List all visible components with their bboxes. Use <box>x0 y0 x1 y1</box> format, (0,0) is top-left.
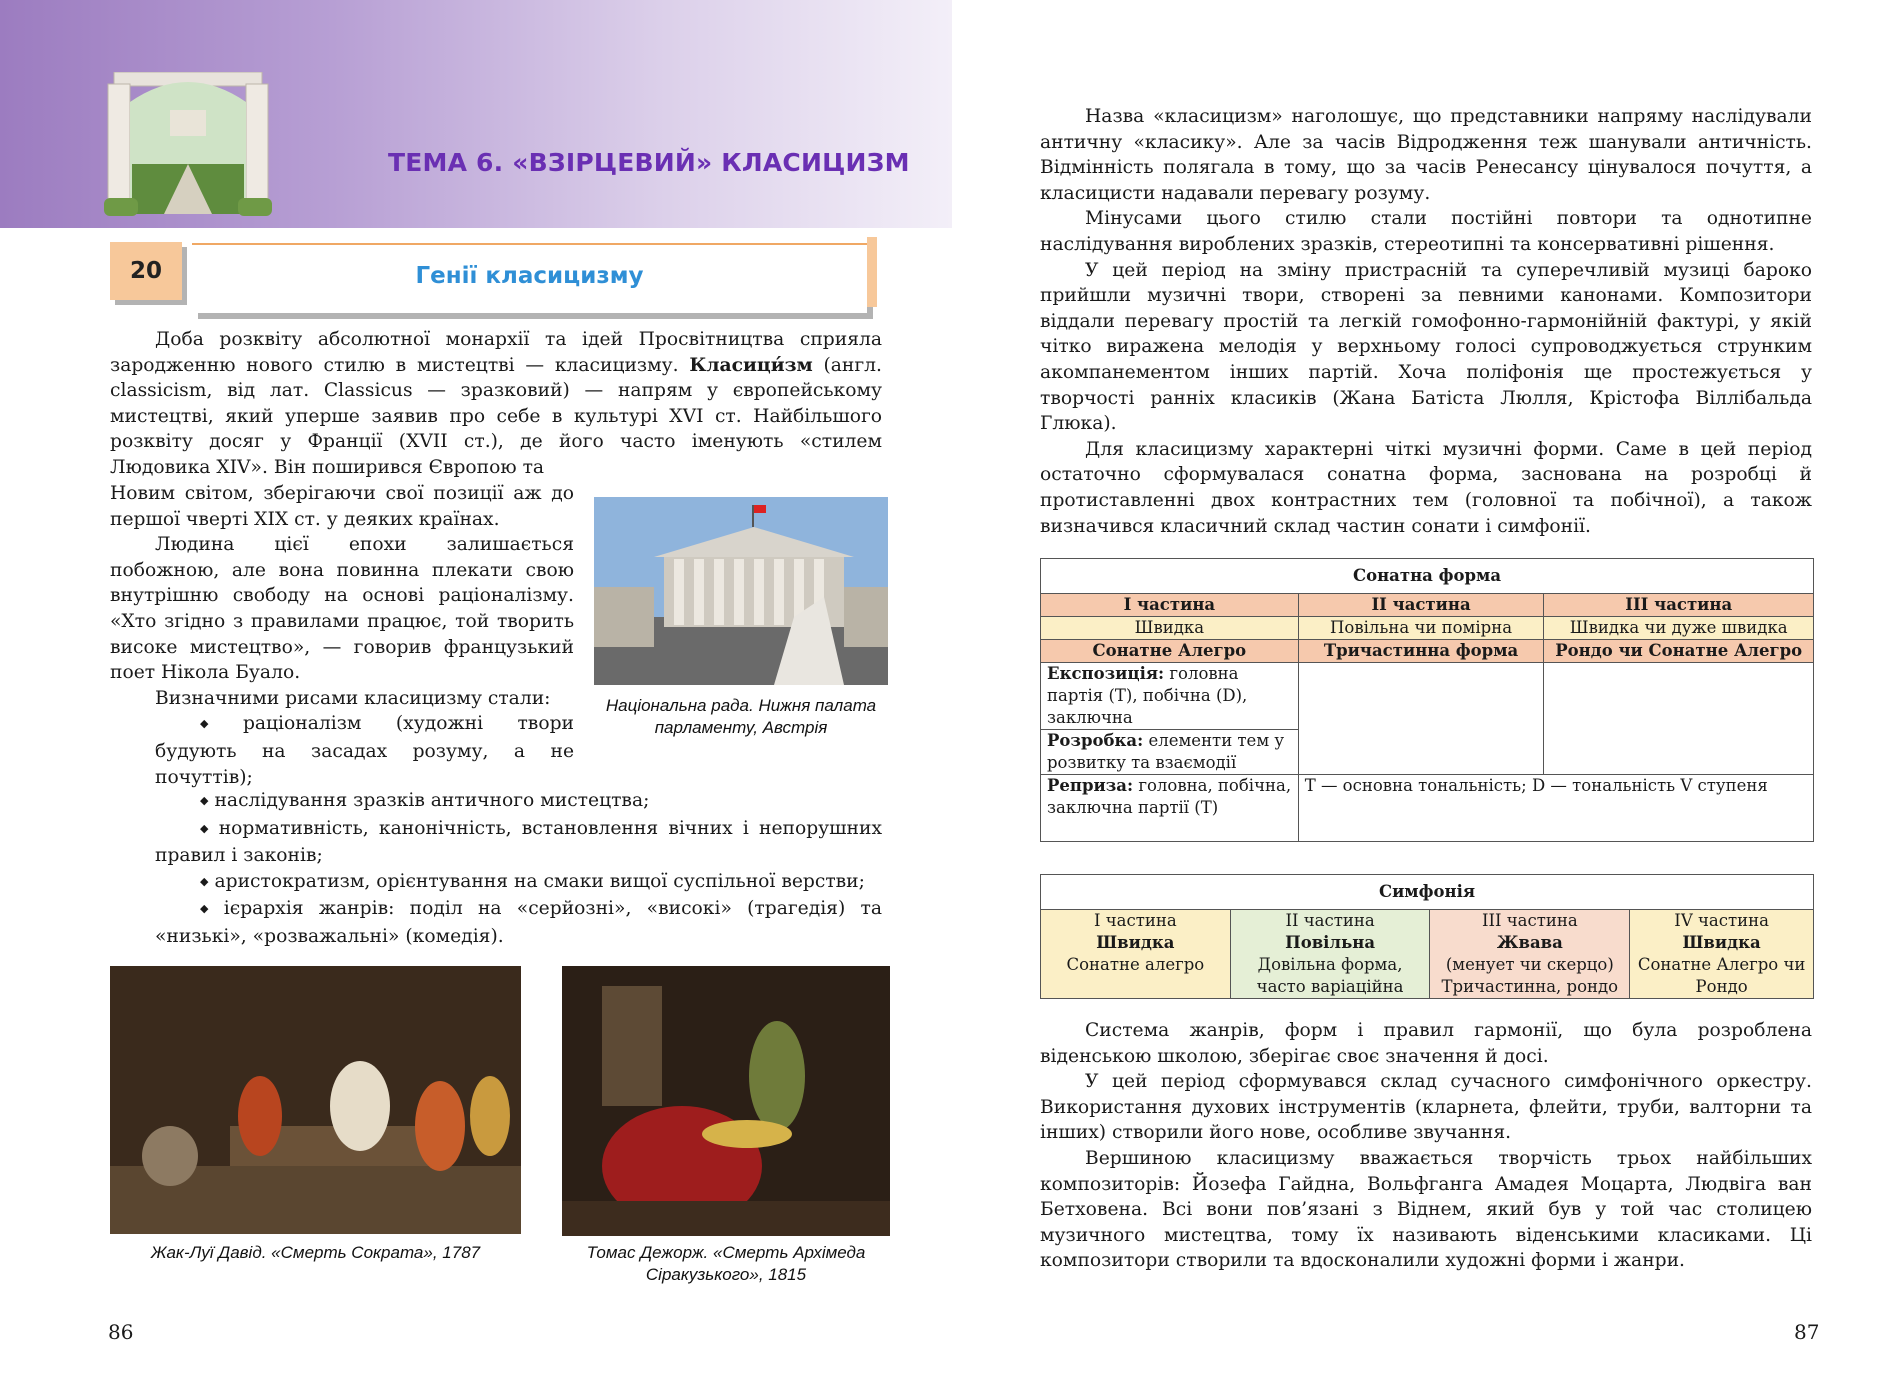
parliament-caption: Національна рада. Нижня палата парламенту, Австрія <box>605 696 877 737</box>
bullet-list <box>110 788 882 950</box>
page-number-left: 86 <box>108 1320 134 1344</box>
bullet-aristocratism: ◆ аристократизм, орієнтування на смаки вищої суспільної верстви; <box>110 869 882 897</box>
sonata-empty-cell-2 <box>1298 663 1544 775</box>
frame-accent <box>867 237 877 307</box>
paragraph-genre-system: Система жанрів, форм і правил гармонії, що була розроблена віденською школою, зберігає своє значення й досі. <box>1040 1020 1812 1067</box>
intro-wrap: Новим світом, зберігаючи свої позиції аж до першої чверті XIX ст. у деяких країнах. <box>110 483 574 530</box>
sonata-legend: Т — основна тональність; D — тональність V ступеня <box>1298 775 1813 842</box>
intro-text: Доба розквіту абсолютної монархії та ідей Просвітництва сприяла зародженню нового стилю в мистецтві — класицизму. <box>110 329 882 376</box>
bullet-rationalism: ◆ раціоналізм (художні твори будують на засадах розуму, а не почуттів); <box>110 711 574 790</box>
sonata-tempo-3: Швидка чи дуже швидка <box>1544 617 1814 640</box>
sonata-part-3: III частина <box>1544 594 1814 617</box>
sonata-recapitulation: Реприза: головна, побічна, заключна партії (Т) <box>1041 775 1299 842</box>
painting-death-of-socrates <box>110 966 521 1234</box>
page-number-right: 87 <box>1794 1320 1820 1344</box>
bullet-normativity: ◆ нормативність, канонічність, встановлення вічних і непорушних правил і законів; <box>110 816 882 869</box>
sonata-tempo-1: Швидка <box>1041 617 1299 640</box>
intro-text-rest: (англ. classicism, від лат. Classicus — зразковий) — напрям у європейському мистецтві, який уперше заявив про себе в культурі XVI ст. Найбільшого розквіту досяг у Франції (XVII ст.), де його часто іменують «стилем Людовика XIV». Він поширився Європою та <box>110 354 882 478</box>
lesson-number: 20 <box>110 242 182 300</box>
symphony-part-1: I частина Швидка Сонатне алегро <box>1041 910 1231 999</box>
sonata-form-table <box>1040 558 1814 842</box>
lesson-title-frame <box>192 243 867 313</box>
sonata-form-3: Рондо чи Сонатне Алегро <box>1544 640 1814 663</box>
theme-banner <box>0 0 952 228</box>
sonata-part-1: I частина <box>1041 594 1299 617</box>
sonata-form-1: Сонатне Алегро <box>1041 640 1299 663</box>
sonata-tempo-2: Повільна чи помірна <box>1298 617 1544 640</box>
right-page <box>952 0 1904 1400</box>
intro-paragraph <box>110 327 882 481</box>
archimedes-caption: Томас Дежорж. «Смерть Архімеда Сіракузького», 1815 <box>586 1243 866 1284</box>
sonata-exposition: Експозиція: головна партія (Т), побічна (D), заключна <box>1041 663 1299 730</box>
classical-arch-illustration <box>104 72 272 222</box>
paragraph-minuses: Мінусами цього стилю стали постійні повтори та однотипне наслідування вироблених зразків, стереотипні та консервативні рішення. <box>1040 208 1812 255</box>
right-top-text <box>1040 104 1812 539</box>
theme-title: ТЕМА 6. «ВЗІРЦЕВИЙ» КЛАСИЦИЗМ <box>388 148 910 177</box>
wrapped-text-block <box>110 481 574 790</box>
paragraph-musical-forms: Для класицизму характерні чіткі музичні форми. Саме в цей період остаточно сформувалася сонатна форма, заснована на розробці й протиставленні двох контрастних тем (головної та побічної), а також визначився класичний склад частин сонати і симфонії. <box>1040 438 1812 537</box>
paragraph-person: Людина цієї епохи залишається побожною, але вона повинна плекати свою внутрішню свободу на основі раціоналізму. «Хто згідно з правилами працює, той творить високе мистецтво», — говорив французький поет Нікола Буало. <box>110 534 574 684</box>
paragraph-features-intro: Визначними рисами класицизму стали: <box>155 687 551 709</box>
symphony-table-title: Симфонія <box>1041 875 1814 910</box>
painting-death-of-archimedes <box>562 966 890 1236</box>
sonata-empty-cell-3 <box>1544 663 1814 775</box>
paragraph-viennese-classics: Вершиною класицизму вважається творчість трьох найбільших композиторів: Йозефа Гайдна, Вольфганга Амадея Моцарта, Людвіга ван Бетховена. Всі вони пов’язані з Віднем, який був у той час столицею музичного мистецтва, тому їх називають віденськими класиками. Ці композитори створили та вдосконалили художні форми і жанри. <box>1040 1147 1812 1272</box>
socrates-caption: Жак-Луї Давід. «Смерть Сократа», 1787 <box>150 1243 481 1262</box>
lesson-title: Генії класицизму <box>415 263 644 289</box>
sonata-development: Розробка: елементи тем у розвитку та взаємодії <box>1041 730 1299 775</box>
paragraph-music-canons: У цей період на зміну пристрасній та суперечливій музиці бароко прийшли музичні твори, створені за певними канонами. Композитори віддали перевагу простій та легкій гомофонно-гармонійній фактурі, у якій чітко виражена мелодія у верхньому голосі супроводжується струнким акомпанементом інших партій. Хоча поліфонія ще простежується у творчості ранніх класиків (Жана Батіста Люлля, Крістофа Віллібальда Глюка). <box>1040 259 1812 435</box>
sonata-form-2: Тричастинна форма <box>1298 640 1544 663</box>
symphony-part-3: III частина Жвава (менует чи скерцо) Тричастинна, рондо <box>1430 910 1630 999</box>
symphony-part-2: II частина Повільна Довільна форма, часто варіаційна <box>1230 910 1430 999</box>
parliament-photo <box>594 497 888 685</box>
paragraph-orchestra: У цей період сформувався склад сучасного симфонічного оркестру. Використання духових інструментів (кларнета, флейти, труби, валторни та інших) створили його нове, особливе звучання. <box>1040 1071 1812 1144</box>
sonata-table-title: Сонатна форма <box>1041 559 1814 594</box>
bullet-antique: ◆ наслідування зразків античного мистецтва; <box>110 788 882 816</box>
right-bottom-text <box>1040 1018 1812 1274</box>
term-classicism: Класици́зм <box>689 353 813 376</box>
symphony-part-4: IV частина Швидка Сонатне Алегро чи Рондо <box>1630 910 1814 999</box>
bullet-hierarchy: ◆ ієрархія жанрів: поділ на «серйозні», «високі» (трагедія) та «низькі», «розважальні» (комедія). <box>110 896 882 949</box>
symphony-table <box>1040 874 1814 999</box>
paragraph-name-meaning: Назва «класицизм» наголошує, що представники напряму наслідували античну «класику». Але за часів Відродження теж шанували античність. Відмінність полягала в тому, що за часів Ренесансу цінувалося почуття, а класицисти надавали перевагу розуму. <box>1040 106 1812 204</box>
sonata-part-2: II частина <box>1298 594 1544 617</box>
